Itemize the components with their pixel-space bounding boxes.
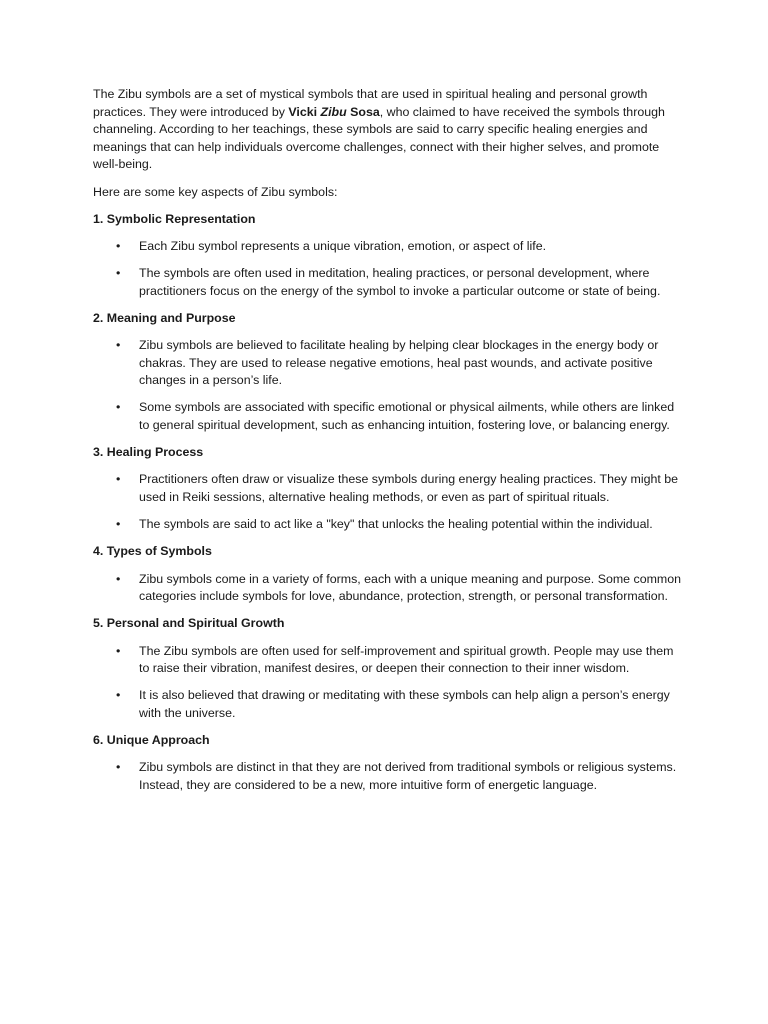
bullet-text: It is also believed that drawing or meditating with these symbols can help align a person’s energy with the universe. bbox=[139, 688, 670, 720]
section-heading: 6. Unique Approach bbox=[93, 733, 210, 748]
bullet-dot-icon: • bbox=[116, 238, 121, 253]
section bbox=[93, 732, 683, 794]
section-heading: 4. Types of Symbols bbox=[93, 544, 212, 559]
bullet-text: Zibu symbols are distinct in that they are not derived from traditional symbols or religious systems. Instead, they are considered to be a new, more intuitive form of energetic language. bbox=[139, 760, 677, 792]
bullet-dot-icon: • bbox=[116, 517, 121, 532]
bullet-list bbox=[93, 643, 683, 723]
bullet-dot-icon: • bbox=[116, 760, 121, 775]
bullet-item bbox=[93, 571, 683, 606]
intro-text-before: The Zibu symbols are a set of mystical symbols that are used in spiritual healing and personal growth practices. They were introduced by bbox=[93, 87, 648, 119]
bullet-item bbox=[93, 399, 683, 434]
section bbox=[93, 543, 683, 605]
author-first-name: Vicki bbox=[288, 104, 321, 119]
author-middle-name: Zibu bbox=[320, 104, 347, 119]
bullet-list bbox=[93, 238, 683, 300]
bullet-text: Zibu symbols are believed to facilitate healing by helping clear blockages in the energy body or chakras. They are used to release negative emotions, heal past wounds, and activate positive changes in a person’s life. bbox=[139, 338, 659, 388]
bullet-item bbox=[93, 238, 683, 256]
bullet-dot-icon: • bbox=[116, 338, 121, 353]
intro-text-after: , who claimed to have received the symbols through channeling. According to her teachings, these symbols are said to carry specific healing energies and meanings that can help individuals overcome challenges, connect with their higher selves, and promote well-being. bbox=[93, 104, 665, 172]
bullet-item bbox=[93, 759, 683, 794]
bullet-text: The symbols are often used in meditation, healing practices, or personal development, where practitioners focus on the energy of the symbol to invoke a particular outcome or state of being. bbox=[139, 266, 661, 298]
author-name bbox=[288, 105, 379, 119]
bullet-text: Each Zibu symbol represents a unique vibration, emotion, or aspect of life. bbox=[139, 238, 547, 253]
bullet-dot-icon: • bbox=[116, 643, 121, 658]
bullet-item bbox=[93, 265, 683, 300]
bullet-text: The symbols are said to act like a "key" that unlocks the healing potential within the individual. bbox=[139, 517, 653, 532]
section bbox=[93, 615, 683, 722]
sections-container bbox=[93, 211, 683, 795]
bullet-list bbox=[93, 337, 683, 435]
bullet-list bbox=[93, 759, 683, 794]
bullet-text: Zibu symbols come in a variety of forms, each with a unique meaning and purpose. Some common categories include symbols for love, abundance, protection, strength, or personal transformation. bbox=[139, 571, 682, 604]
section-heading: 2. Meaning and Purpose bbox=[93, 310, 236, 325]
bullet-dot-icon: • bbox=[116, 472, 121, 487]
bullet-list bbox=[93, 471, 683, 533]
section bbox=[93, 310, 683, 435]
section-heading: 1. Symbolic Representation bbox=[93, 211, 256, 226]
bullet-item bbox=[93, 337, 683, 390]
bullet-text: Practitioners often draw or visualize these symbols during energy healing practices. They might be used in Reiki sessions, alternative healing methods, or even as part of spiritual rituals. bbox=[139, 472, 679, 505]
section bbox=[93, 444, 683, 534]
bullet-item bbox=[93, 516, 683, 534]
intro-paragraph bbox=[93, 86, 683, 174]
bullet-text: The Zibu symbols are often used for self-improvement and spiritual growth. People may use them to raise their vibration, manifest desires, or deepen their connection to their inner wisdom. bbox=[139, 643, 674, 676]
bullet-item bbox=[93, 687, 683, 722]
document-page bbox=[93, 86, 683, 804]
bullet-dot-icon: • bbox=[116, 571, 121, 586]
bullet-dot-icon: • bbox=[116, 400, 121, 415]
section-heading: 5. Personal and Spiritual Growth bbox=[93, 616, 285, 631]
bullet-dot-icon: • bbox=[116, 266, 121, 281]
section-heading: 3. Healing Process bbox=[93, 445, 204, 460]
bullet-item bbox=[93, 643, 683, 678]
bullet-text: Some symbols are associated with specific emotional or physical ailments, while others are linked to general spiritual development, such as enhancing intuition, fostering love, or balancing energy. bbox=[139, 400, 675, 433]
bullet-list bbox=[93, 571, 683, 606]
lead-sentence: Here are some key aspects of Zibu symbols: bbox=[93, 184, 338, 199]
bullet-dot-icon: • bbox=[116, 688, 121, 703]
section bbox=[93, 211, 683, 301]
bullet-item bbox=[93, 471, 683, 506]
author-last-name: Sosa bbox=[346, 104, 380, 119]
